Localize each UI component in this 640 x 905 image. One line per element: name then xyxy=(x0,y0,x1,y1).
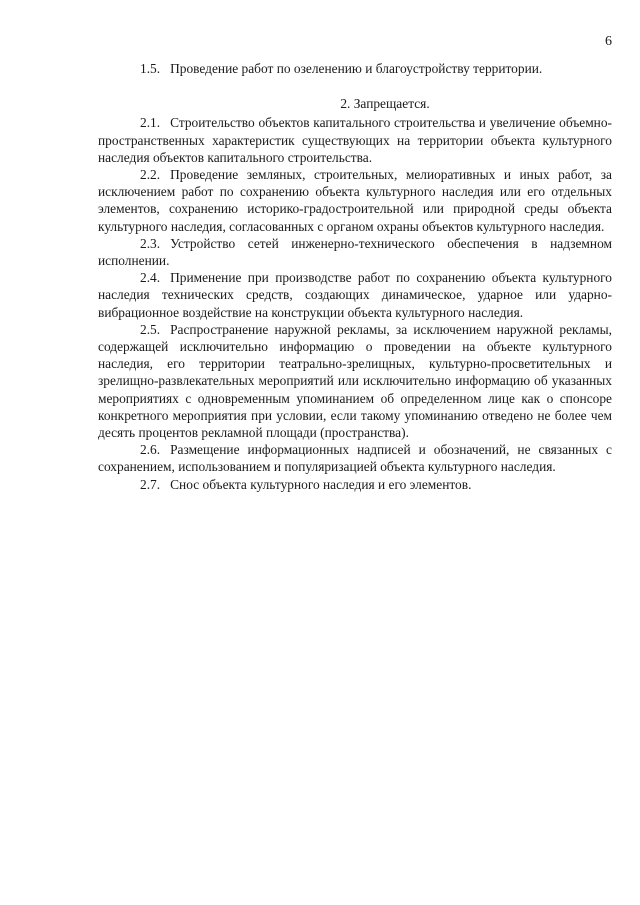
item-text: Размещение информационных надписей и обозначений, не связанных с сохранением, использованием и популяризацией объекта культурного наследия. xyxy=(98,442,612,475)
item-text: Снос объекта культурного наследия и его элементов. xyxy=(170,476,472,492)
section-2-heading: 2. Запрещается. xyxy=(340,96,430,112)
item-2-6 xyxy=(98,441,612,475)
item-number: 2.5. xyxy=(140,321,161,337)
item-number: 2.4. xyxy=(140,270,161,286)
item-text: Распространение наружной рекламы, за исключением наружной рекламы, содержащей исключительно информацию о проведении на объекте культурного наследия, его территории театрально-зрелищных, культурно-просветительных и зрелищно-развлекательных мероприятий или исключительно информацию об указанных мероприятиях с одновременным упоминанием об определенном лице как о спонсоре конкретного мероприятия при условии, если такому упоминанию отведено не более чем десять процентов рекламной площади (пространства). xyxy=(98,321,612,441)
document-body xyxy=(98,60,612,493)
item-number: 2.1. xyxy=(140,115,161,131)
item-2-7 xyxy=(98,476,612,493)
item-number: 1.5. xyxy=(140,61,161,76)
item-2-1 xyxy=(98,114,612,166)
item-text: Строительство объектов капитального строительства и увеличение объемно-пространственных характеристик существующих на территории объекта культурного наследия объектов капитального строительства. xyxy=(98,115,612,165)
item-text: Устройство сетей инженерно-технического обеспечения в надземном исполнении. xyxy=(98,235,612,269)
item-number: 2.6. xyxy=(140,442,161,458)
item-1-5 xyxy=(98,60,612,77)
item-number: 2.7. xyxy=(140,476,161,492)
item-number: 2.2. xyxy=(140,167,161,183)
item-2-4 xyxy=(98,269,612,321)
item-2-5 xyxy=(98,321,612,441)
item-number: 2.3. xyxy=(140,235,161,251)
item-2-3 xyxy=(98,235,612,269)
item-text: Проведение работ по озеленению и благоустройству территории. xyxy=(170,61,543,76)
item-text: Проведение земляных, строительных, мелиоративных и иных работ, за исключением работ по сохранению объекта культурного наследия или его отдельных элементов, сохранению историко-градостроительной или природной среды объекта культурного наследия, согласованных с органом охраны объектов культурного наследия. xyxy=(98,167,612,234)
page-number: 6 xyxy=(605,34,612,49)
item-text: Применение при производстве работ по сохранению объекта культурного наследия технических средств, создающих динамическое, ударное или ударно-вибрационное воздействие на конструкции объекта культурного наследия. xyxy=(98,270,612,320)
item-2-2 xyxy=(98,166,612,235)
